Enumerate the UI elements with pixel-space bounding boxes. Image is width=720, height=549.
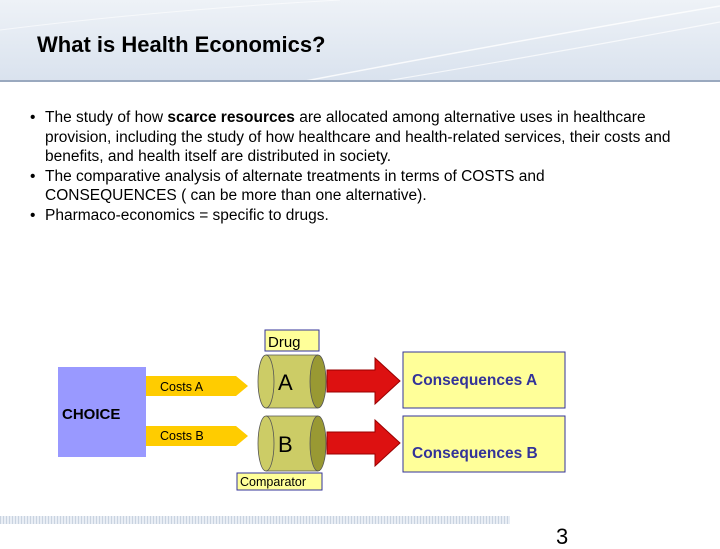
consequences-b-label: Consequences B — [412, 445, 538, 462]
drug-label: Drug — [268, 334, 301, 351]
bullet-item — [30, 167, 680, 206]
bullet-text: are allocated among alternative uses in healthcare provision, including the study of how healthcare and health-related services, their costs and benefits, and health itself are distributed in society. — [45, 109, 671, 165]
comparator-label: Comparator — [240, 475, 306, 489]
bullet-list — [30, 108, 680, 225]
consequences-b-box — [403, 416, 565, 472]
page-title: What is Health Economics? — [37, 32, 326, 57]
bullet-emphasis: scarce resources — [167, 109, 295, 126]
choice-label: CHOICE — [62, 406, 121, 423]
cost-b-label: Costs B — [160, 429, 204, 443]
bullet-text: The study of how — [45, 109, 168, 126]
bullet-item — [30, 206, 680, 226]
bullet-marker: • — [30, 206, 36, 224]
bullet-text: Pharmaco-economics = specific to drugs. — [45, 206, 329, 224]
option-a-label: A — [278, 370, 293, 395]
option-b-label: B — [278, 432, 293, 457]
header-rule — [0, 80, 720, 82]
footer-bar — [0, 516, 510, 524]
header-band — [0, 0, 720, 82]
choice-diagram — [0, 320, 720, 500]
consequences-a-label: Consequences A — [412, 372, 538, 389]
bullet-item — [30, 108, 680, 167]
bullet-text: The comparative analysis of alternate treatments in terms of COSTS and CONSEQUENCES ( can be more than one alternative). — [45, 167, 545, 204]
bullet-marker: • — [30, 109, 36, 126]
bullet-marker: • — [30, 167, 36, 185]
arrow-b — [327, 420, 400, 466]
arrow-a — [327, 358, 400, 404]
page-number: 3 — [556, 524, 569, 549]
cost-a-label: Costs A — [160, 380, 204, 394]
